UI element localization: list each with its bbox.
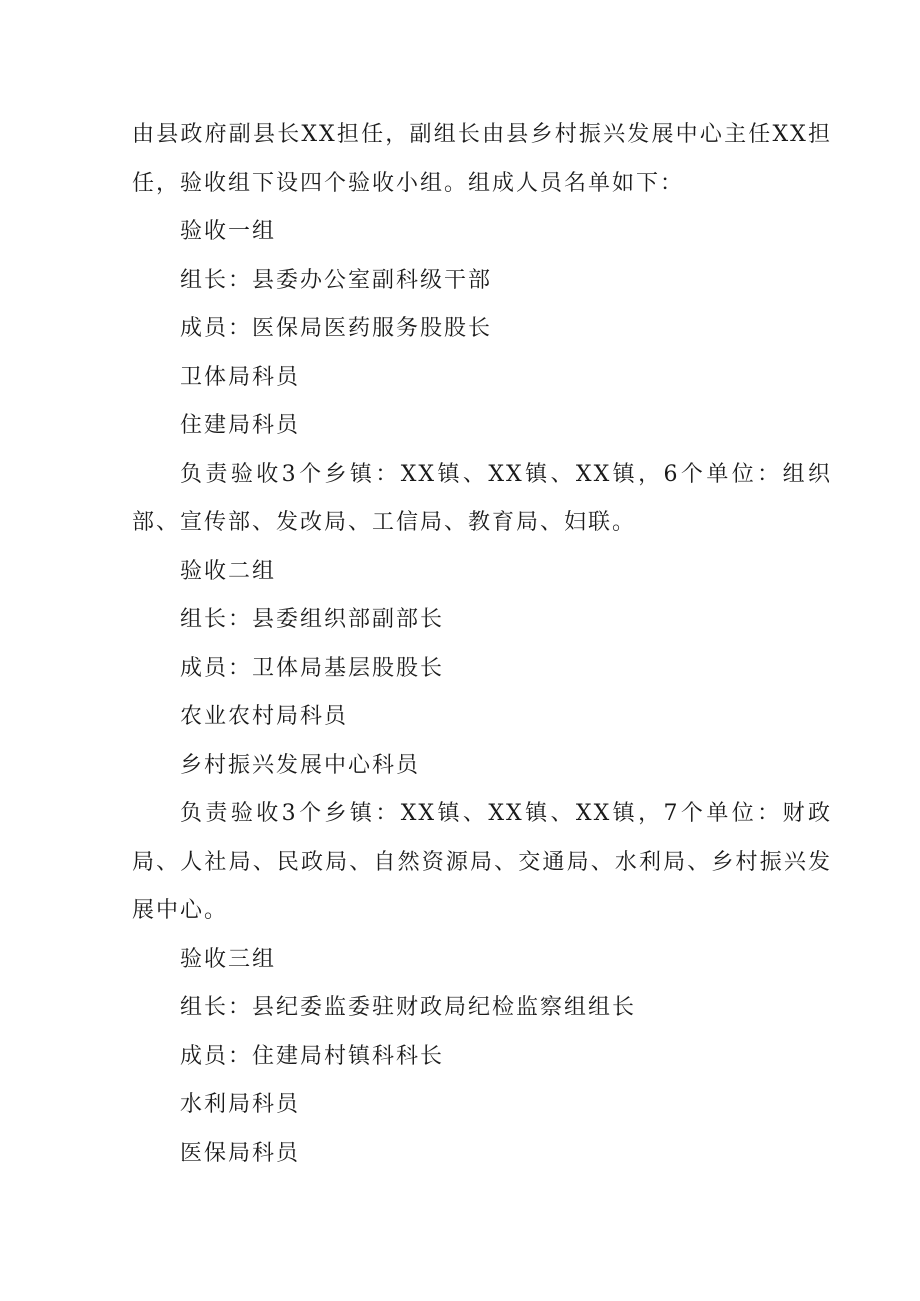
- group-2-members: 成员：卫体局基层股股长: [180, 655, 445, 681]
- group-2-member: 乡村振兴发展中心科员: [180, 752, 421, 778]
- heading-group-3: 验收三组: [180, 946, 277, 972]
- group-1-leader: 组长：县委办公室副科级干部: [180, 267, 493, 293]
- group-1-scope: 负责验收3个乡镇：XX镇、XX镇、XX镇，6个单位：组织部、宣传部、发改局、工信局、教育局、妇联。: [132, 461, 832, 535]
- document-body: [132, 111, 832, 1178]
- group-1-member: 住建局科员: [180, 413, 301, 438]
- group-2-scope: 负责验收3个乡镇：XX镇、XX镇、XX镇，7个单位：财政局、人社局、民政局、自然资源局、交通局、水利局、乡村振兴发展中心。: [132, 801, 832, 923]
- heading-group-1: 验收一组: [180, 219, 277, 244]
- group-2-member: 农业农村局科员: [180, 704, 349, 729]
- group-3-members: 成员：住建局村镇科科长: [180, 1043, 445, 1069]
- paragraph-intro: 由县政府副县长XX担任，副组长由县乡村振兴发展中心主任XX担任，验收组下设四个验收小组。组成人员名单如下：: [132, 122, 832, 196]
- group-3-member: 水利局科员: [180, 1092, 301, 1117]
- group-3-leader: 组长：县纪委监委驻财政局纪检监察组组长: [180, 995, 637, 1020]
- group-2-leader: 组长：县委组织部副部长: [180, 607, 445, 632]
- group-1-members: 成员：医保局医药服务股股长: [180, 316, 493, 341]
- group-3-member: 医保局科员: [180, 1140, 301, 1166]
- group-1-member: 卫体局科员: [180, 364, 301, 390]
- heading-group-2: 验收二组: [180, 558, 277, 584]
